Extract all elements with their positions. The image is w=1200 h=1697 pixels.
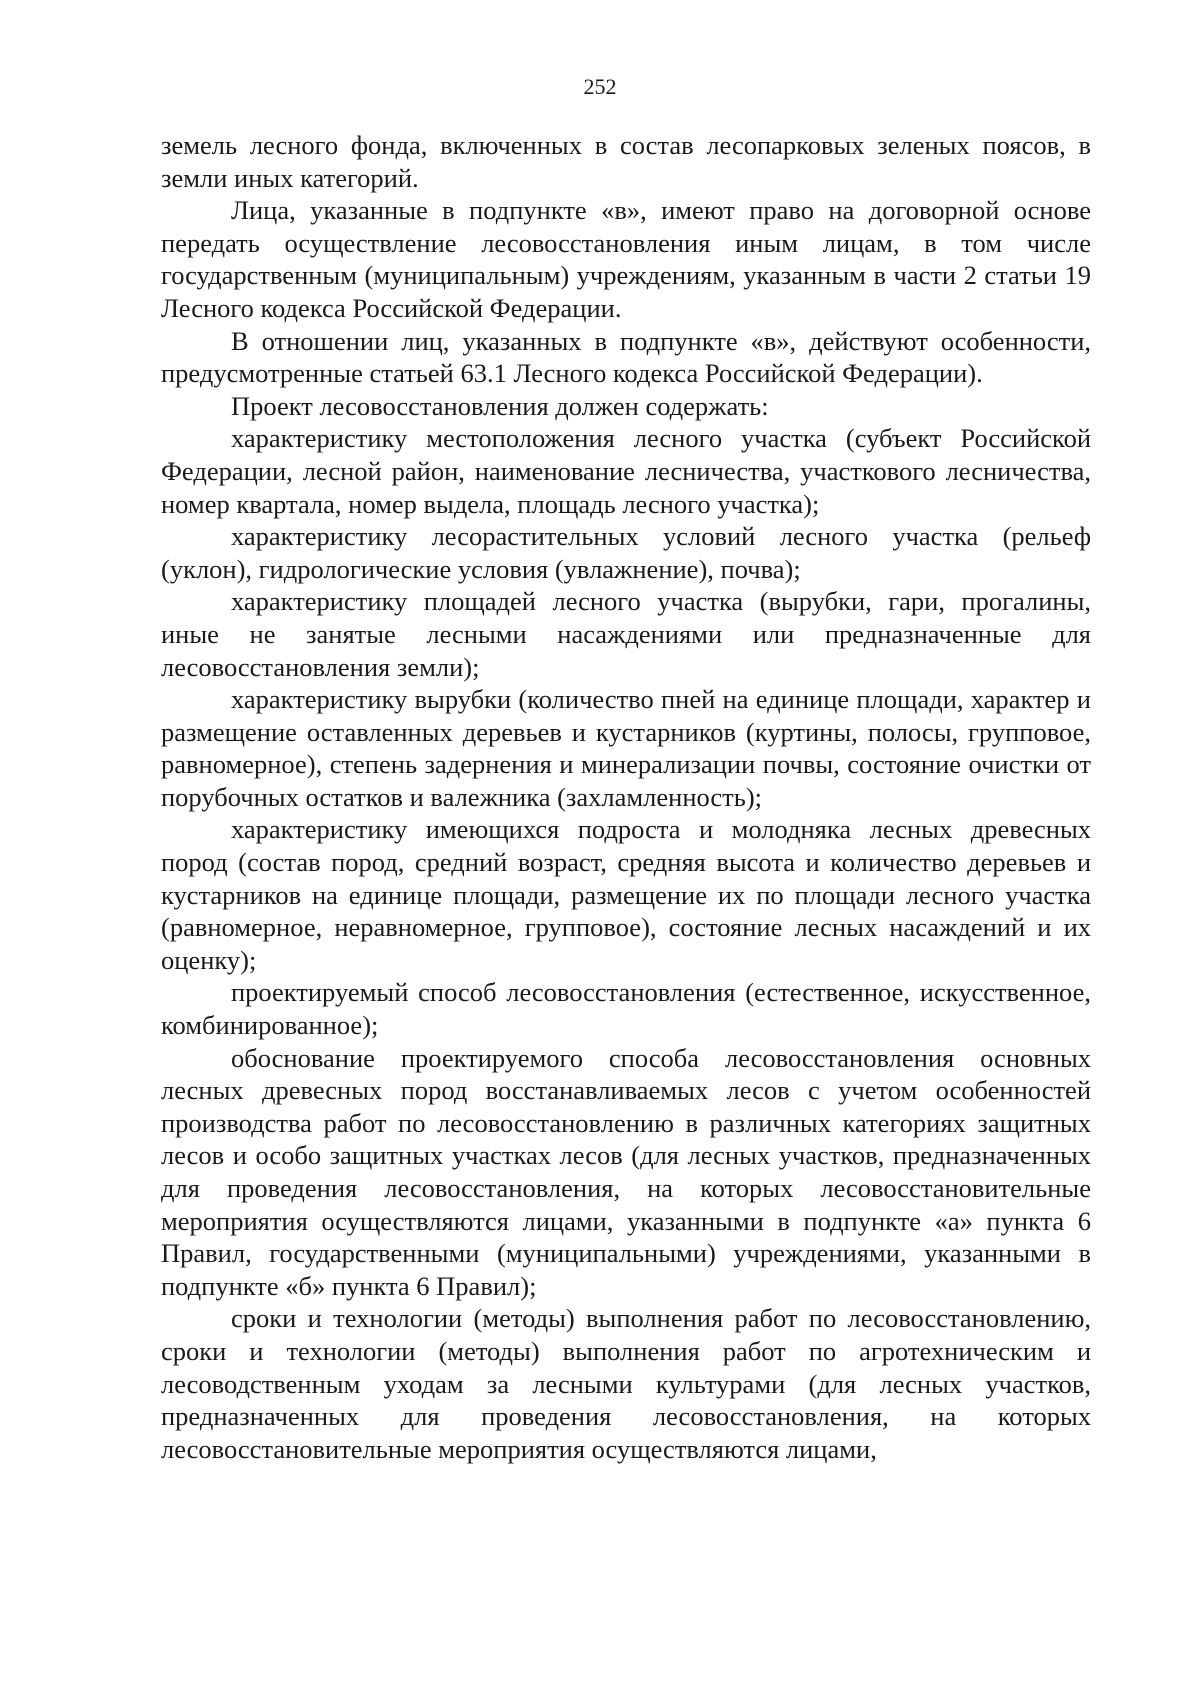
- list-item-method-justification: обоснование проектируемого способа лесовосстановления основных лесных древесных пород восстанавливаемых лесов с учетом особенностей производства работ по лесовосстановлению в различных категориях защитных лесов и особо защитных участках лесов (для лесных участков, предназначенных для проведения лесовосстановления, на которых лесовосстановительные мероприятия осуществляются лицами, указанными в подпункте «а» пункта 6 Правил, государственными (муниципальными) учреждениями, указанными в подпункте «б» пункта 6 Правил);: [161, 1042, 1091, 1301]
- paragraph-project-contents-intro: Проект лесовосстановления должен содержать:: [231, 390, 769, 421]
- list-item-method: проектируемый способ лесовосстановления (естественное, искусственное, комбинированное);: [161, 977, 1091, 1041]
- list-item-growing-conditions: характеристику лесорастительных условий лесного участка (рельеф (уклон), гидрологические условия (увлажнение), почва);: [161, 521, 1091, 584]
- paragraph-delegation-right: Лица, указанные в подпункте «в», имеют право на договорной основе передать осуществление лесовосстановления иным лицам, в том числе государственным (муниципальным) учреждениям, указанным в части 2 статьи 19 Лесного кодекса Российской Федерации.: [161, 195, 1091, 323]
- list-item-undergrowth: характеристику имеющихся подроста и молодняка лесных древесных пород (состав пород, средний возраст, средняя высота и количество деревьев и кустарников на единице площади, размещение их по площади лесного участка (равномерное, неравномерное, групповое), состояние лесных насаждений и их оценку);: [161, 814, 1091, 975]
- paragraph-continuation: земель лесного фонда, включенных в состав лесопарковых зеленых поясов, в земли иных категорий.: [161, 130, 1091, 193]
- page-number: 252: [583, 74, 617, 99]
- list-item-areas: характеристику площадей лесного участка (вырубки, гари, прогалины, иные не занятые лесными насаждениями или предназначенные для лесовосстановления земли);: [161, 586, 1091, 682]
- paragraph-special-provisions: В отношении лиц, указанных в подпункте «в», действуют особенности, предусмотренные статьей 63.1 Лесного кодекса Российской Федерации).: [161, 325, 1091, 389]
- list-item-terms-technologies: сроки и технологии (методы) выполнения работ по лесовосстановлению, сроки и технологии (методы) выполнения работ по агротехническим и лесоводственным уходам за лесными культурами (для лесных участков, предназначенных для проведения лесовосстановления, на которых лесовосстановительные мероприятия осуществляются лицами,: [161, 1303, 1091, 1464]
- list-item-location: характеристику местоположения лесного участка (субъект Российской Федерации, лесной район, наименование лесничества, участкового лесничества, номер квартала, номер выдела, площадь лесного участка);: [161, 423, 1091, 519]
- document-body: [161, 129, 1091, 1465]
- list-item-clearing: характеристику вырубки (количество пней на единице площади, характер и размещение оставленных деревьев и кустарников (куртины, полосы, групповое, равномерное), степень задернения и минерализации почвы, состояние очистки от порубочных остатков и валежника (захламленность);: [161, 684, 1091, 812]
